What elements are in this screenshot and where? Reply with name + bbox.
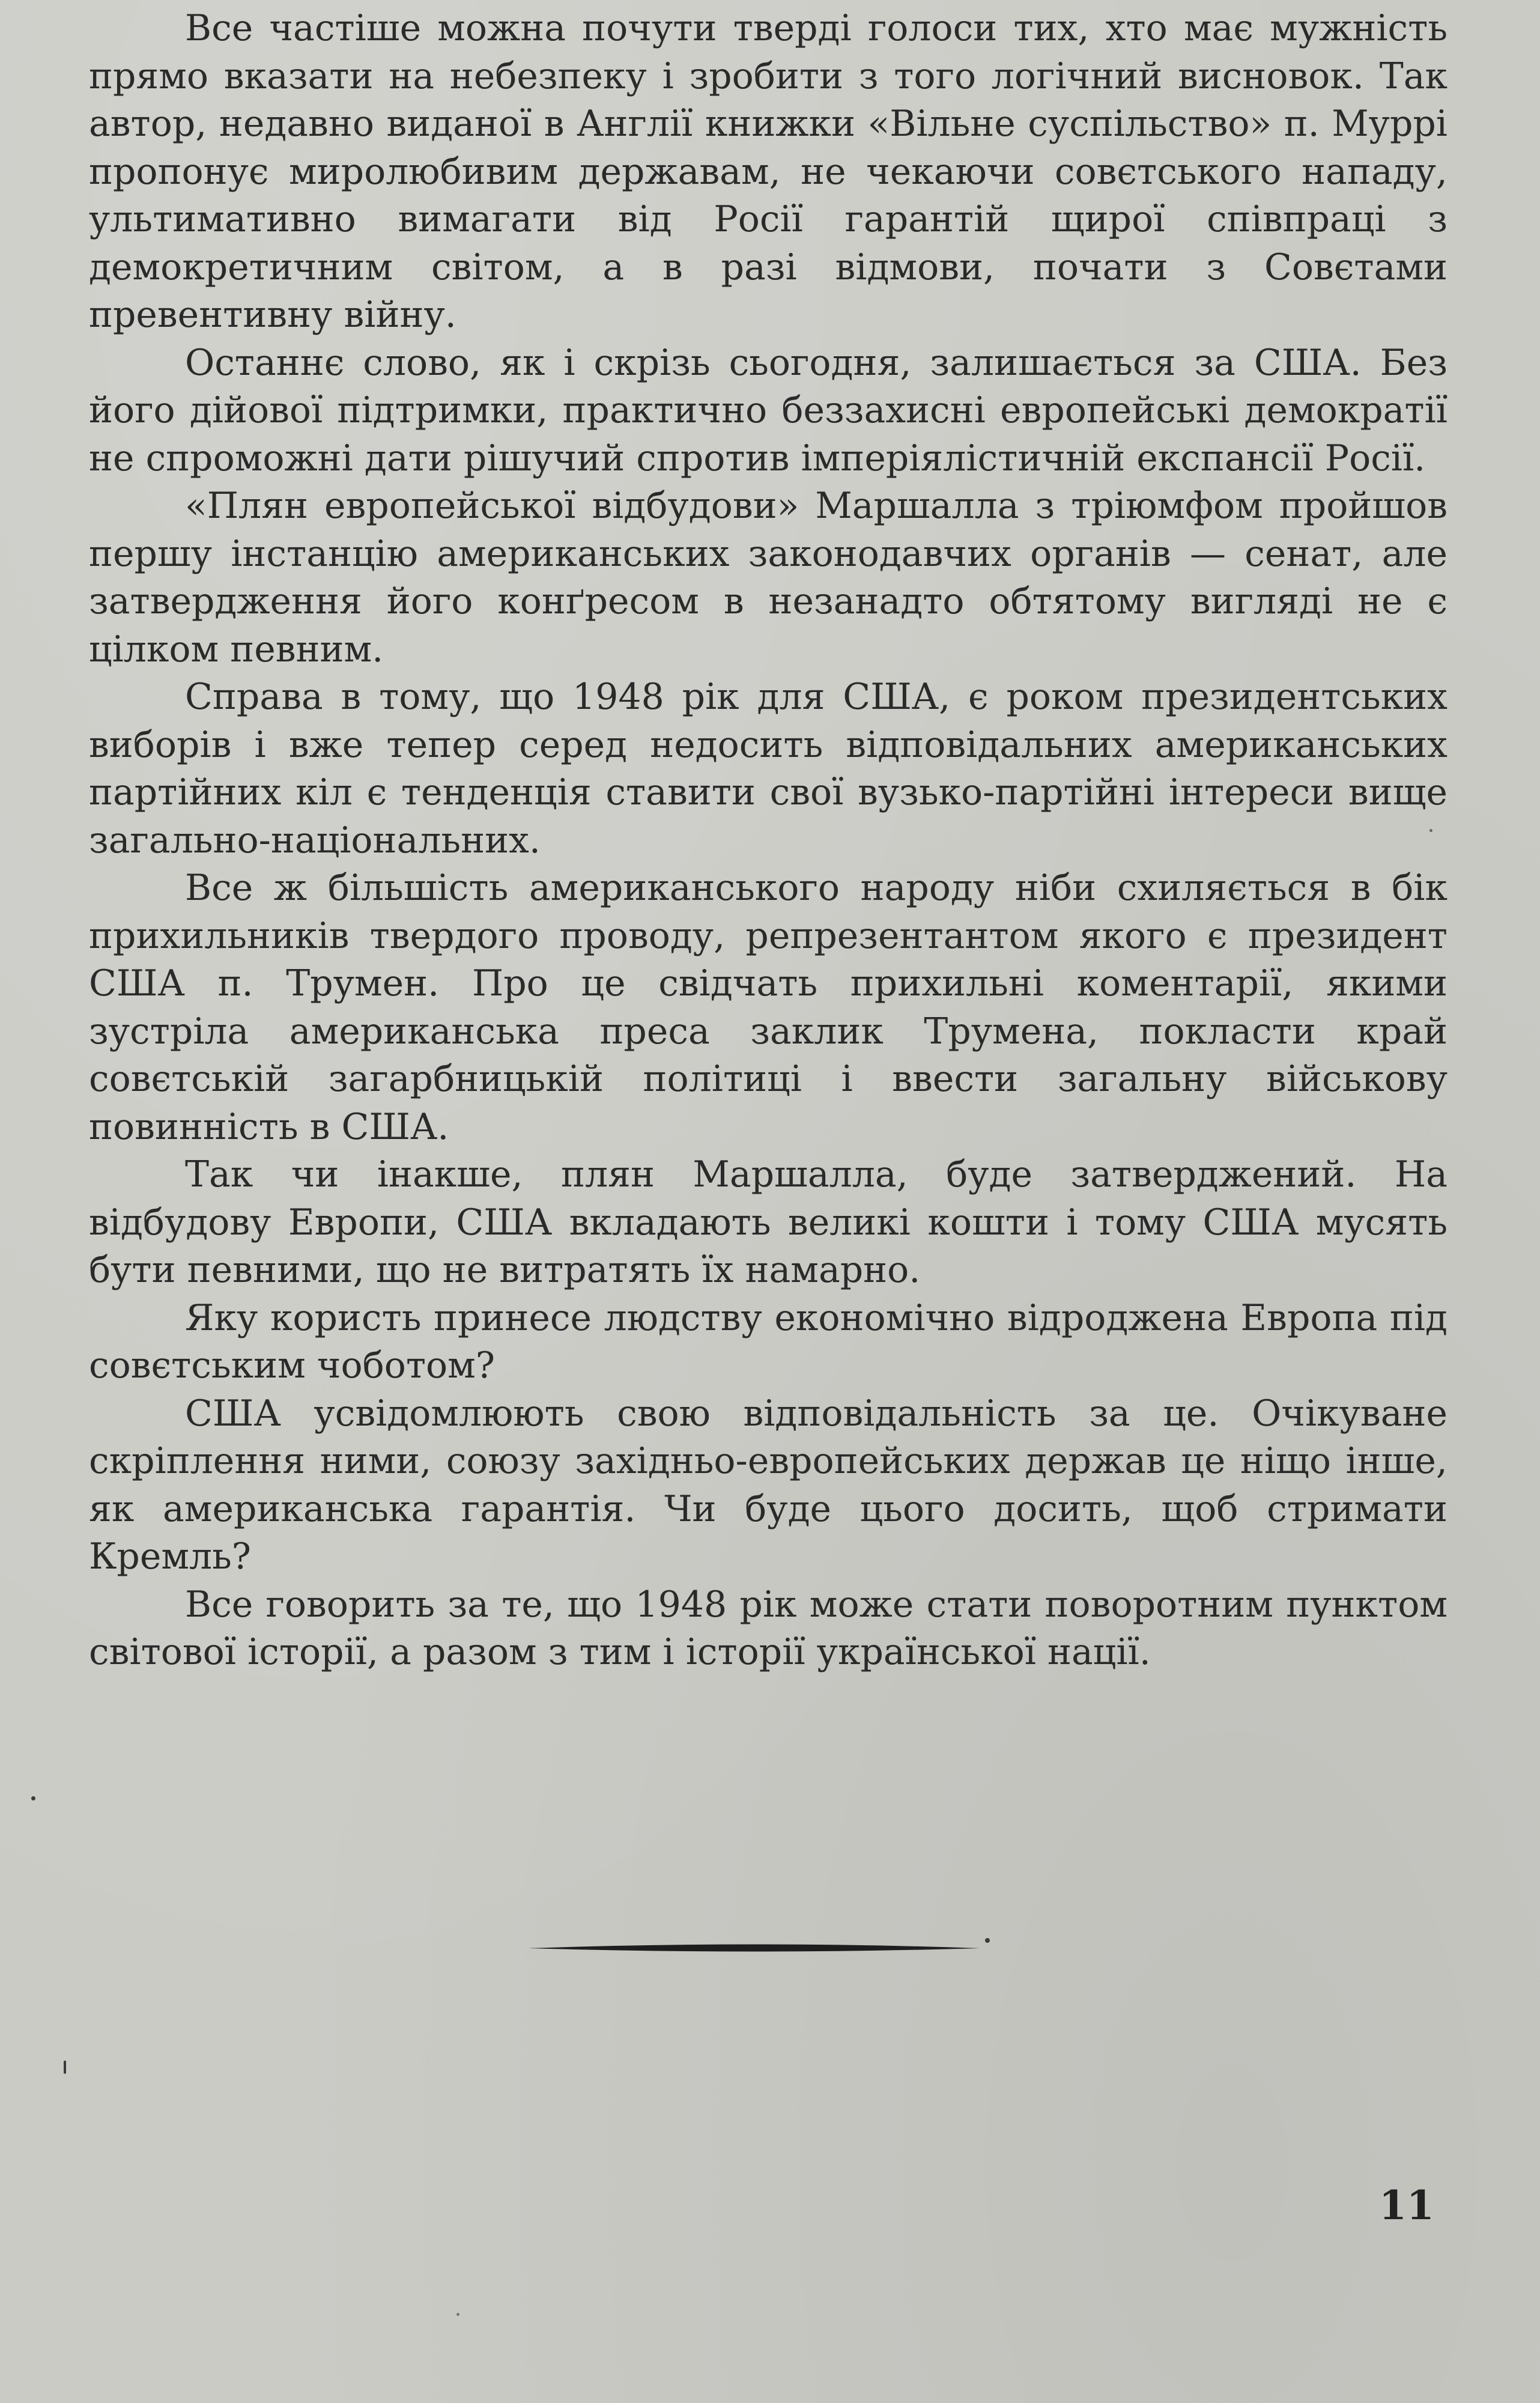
paragraph: Так чи інакше, плян Маршалла, буде затверджений. На відбудову Европи, США вкладають великі кошти і тому США мусять бути певними, що не витратять їх намарно. <box>89 1153 1448 1291</box>
paragraph: Яку користь принесе людству економічно відроджена Европа під совєтським чоботом? <box>89 1296 1448 1387</box>
paper-speck <box>456 2313 459 2316</box>
section-divider <box>529 1942 980 1955</box>
paragraph: «Плян европейської відбудови» Маршалла з тріюмфом пройшов першу інстанцію американських законодавчих органів — сенат, але затвердження його конґресом в незанадто обтятому вигляді не є цілком певним. <box>89 485 1448 670</box>
paragraph: Справа в тому, що 1948 рік для США, є роком президентських виборів і вже тепер серед недосить відповідальних американських партійних кіл є тенденція ставити свої вузько-партійні інтереси вище загально-національних. <box>89 676 1448 861</box>
paper-speck <box>985 1938 990 1943</box>
page-number: 11 <box>1379 2182 1434 2229</box>
paper-speck <box>31 1796 35 1800</box>
paragraph: Останнє слово, як і скрізь сьогодня, залишається за США. Без його дійової підтримки, практично беззахисні европейські демократії не спроможні дати рішучий спротив імперіялістичній експансії Росії. <box>89 341 1448 479</box>
paper-speck <box>64 2061 66 2074</box>
paragraph: Все ж більшість американського народу ніби схиляється в бік прихильників твердого проводу, репрезентантом якого є президент США п. Трумен. Про це свідчать прихильні коментарії, якими зустріла американська преса заклик Трумена, покласти край совєтській загарбницькій політиці і ввести загальну військову повинність в США. <box>89 867 1448 1148</box>
paper-speck <box>1429 829 1432 832</box>
body-text <box>89 5 1448 1677</box>
paragraph: Все говорить за те, що 1948 рік може стати поворотним пунктом світової історії, а разом з тим і історії української нації. <box>89 1583 1448 1673</box>
paragraph: США усвідомлюють свою відповідальність за це. Очікуване скріплення ними, союзу західньо-европейських держав це ніщо інше, як американська гарантія. Чи буде цього досить, щоб стримати Кремль? <box>89 1392 1448 1578</box>
paragraph: Все частіше можна почути тверді голоси тих, хто має мужність прямо вказати на небезпеку і зробити з того логічний висновок. Так автор, недавно виданої в Англії книжки «Вільне суспільство» п. Муррі пропонує миролюбивим державам, не чекаючи совєтського нападу, ультимативно вимагати від Росії гарантій щирої співпраці з демокретичним світом, а в разі відмови, почати з Совєтами превентивну війну. <box>89 7 1448 336</box>
